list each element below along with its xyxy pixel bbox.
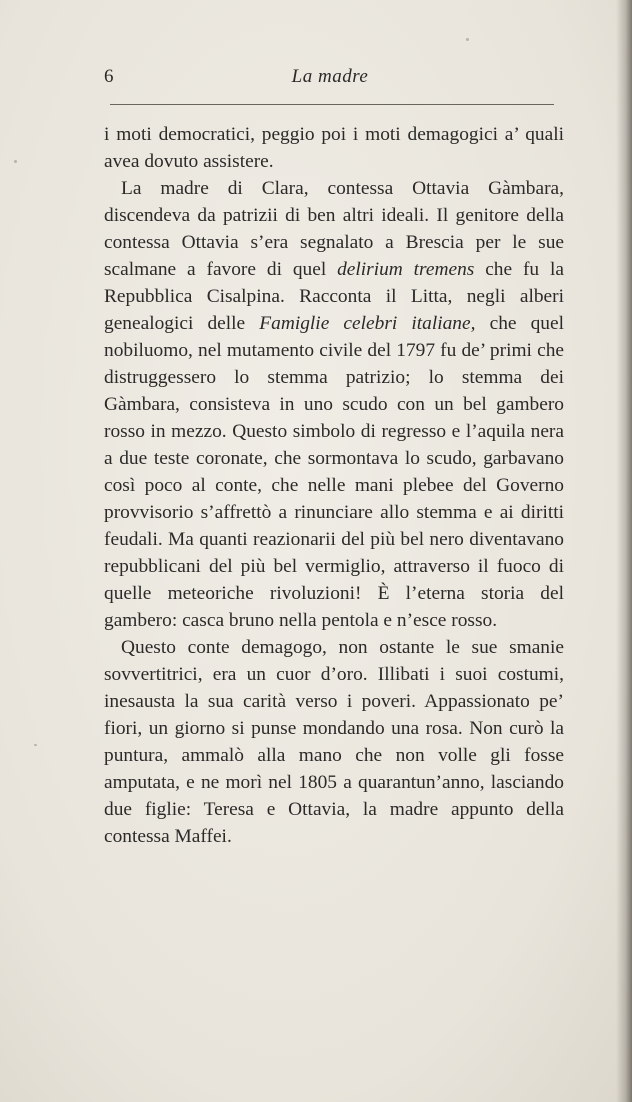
page-header [104,66,556,96]
italic-text-run: Famiglie celebri italiane, [259,313,476,334]
header-rule [110,104,554,105]
paragraph [104,175,564,634]
page-number: 6 [104,66,114,87]
running-title: La madre [291,66,369,87]
text-run: che quel nobiluomo, nel mutamento civile del 1797 fu de’ primi che distruggessero lo stemma patrizio; lo stemma dei Gàmbara, consisteva in uno scudo con un bel gambero rosso in mezzo. Questo simbolo di regresso e l’aquila nera a due teste coronate, che sormontava lo scudo, garbavano così poco al conte, che nelle mani plebee del Governo provvisorio s’affrettò a rinunciare allo stemma e ai diritti feudali. Ma quanti reazionarii del più bel nero diventavano repubblicani del più bel vermiglio, attraverso il fuoco di quelle meteoriche rivoluzioni! È l’eterna storia del gambero: casca bruno nella pentola e n’esce rosso. [104,313,564,631]
body-text [104,121,564,850]
paragraph [104,634,564,850]
text-run: La madre di Clara, contessa Ottavia Gàmbara, discendeva da patrizii di ben altri ideali. Il genitore della contessa Ottavia s’era segnalato a Brescia per le sue scalmane a favore di quel [104,178,564,280]
ink-speck [34,744,37,746]
text-run: i moti democratici, peggio poi i moti demagogici a’ quali avea dovuto assistere. [104,124,564,172]
text-run: che fu la Repubblica Cisalpina. Racconta il Litta, negli alberi genealogici delle [104,259,564,334]
ink-speck [14,160,17,163]
paragraph [104,121,564,175]
text-run: Questo conte demagogo, non ostante le sue smanie sovvertitrici, era un cuor d’oro. Illibati i suoi costumi, inesausta la sua carità verso i poveri. Appassionato pe’ fiori, un giorno si punse mondando una rosa. Non curò la puntura, ammalò alla mano che non volle gli fosse amputata, e ne morì nel 1805 a quarantun’anno, lasciando due figlie: Teresa e Ottavia, la madre appunto della contessa Maffei. [104,637,564,847]
ink-speck [466,38,469,41]
page-spine-shadow [616,0,632,1102]
italic-text-run: delirium tremens [337,259,475,280]
